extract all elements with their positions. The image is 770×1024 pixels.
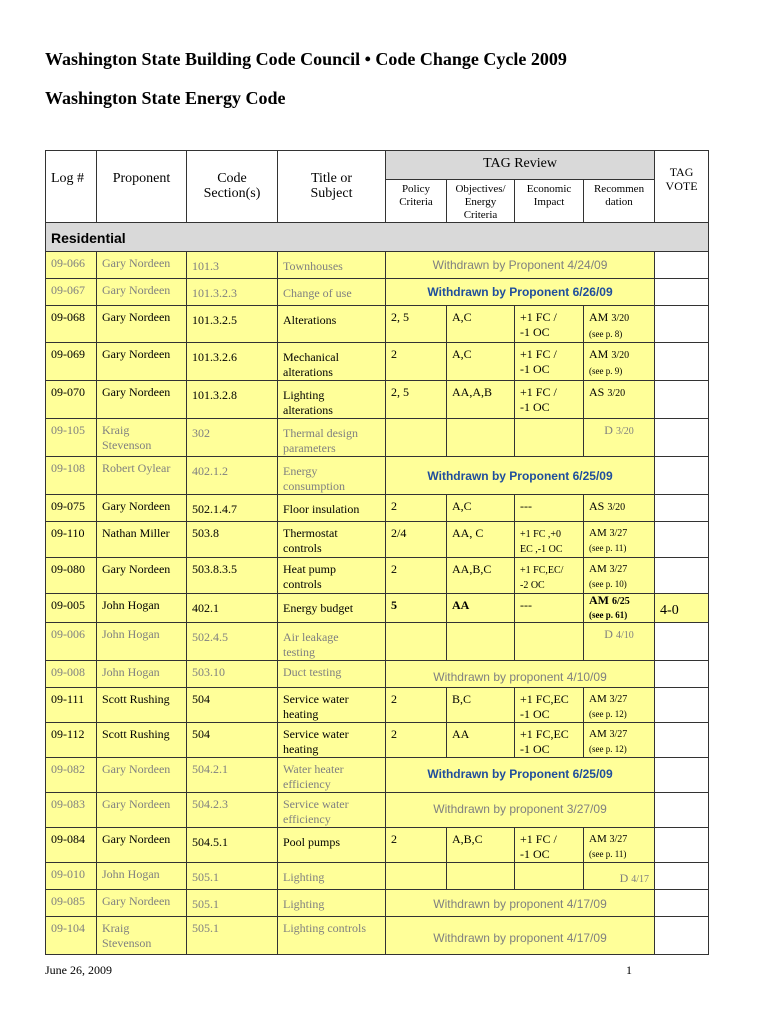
- proponent-cell: Gary Nordeen: [97, 890, 187, 917]
- vote-cell: [655, 890, 709, 917]
- policy-cell: 2: [386, 495, 447, 522]
- policy-cell: [386, 419, 447, 457]
- footer-date: June 26, 2009: [45, 963, 112, 977]
- vote-cell: [655, 661, 709, 688]
- withdrawn-note: Withdrawn by proponent 4/17/09: [386, 890, 655, 917]
- recommendation-cell: AM 6/25 (see p. 61): [584, 594, 655, 623]
- title-cell: Service water efficiency: [278, 793, 386, 828]
- proponent-cell: Gary Nordeen: [97, 793, 187, 828]
- table-row: [46, 793, 709, 828]
- code-cell: 505.1: [187, 917, 278, 955]
- economic-cell: +1 FC / -1 OC: [515, 306, 584, 343]
- log-cell: 09-108: [46, 457, 97, 495]
- recommendation-cell: AS 3/20: [584, 381, 655, 419]
- vote-cell: [655, 343, 709, 381]
- col-header-title-subject: Title or Subject: [278, 151, 386, 223]
- title-cell: Duct testing: [278, 661, 386, 688]
- col-header-recommendation: Recommen dation: [584, 180, 655, 223]
- code-cell: 101.3.2.5: [187, 306, 278, 343]
- code-cell: 503.8.3.5: [187, 558, 278, 594]
- log-cell: 09-067: [46, 279, 97, 306]
- table-row: [46, 279, 709, 306]
- table-row: [46, 917, 709, 955]
- title-cell: Energy budget: [278, 594, 386, 623]
- proponent-cell: Gary Nordeen: [97, 758, 187, 793]
- vote-cell: [655, 623, 709, 661]
- vote-cell: [655, 252, 709, 279]
- table-row: [46, 306, 709, 343]
- recommendation-cell: AM 3/27 (see p. 11): [584, 522, 655, 558]
- title-cell: Heat pump controls: [278, 558, 386, 594]
- policy-cell: 2: [386, 688, 447, 723]
- log-cell: 09-085: [46, 890, 97, 917]
- title-cell: Service water heating: [278, 723, 386, 758]
- vote-cell: [655, 419, 709, 457]
- vote-cell: [655, 381, 709, 419]
- objectives-cell: AA, C: [447, 522, 515, 558]
- proponent-cell: Gary Nordeen: [97, 558, 187, 594]
- log-cell: 09-105: [46, 419, 97, 457]
- withdrawn-note: Withdrawn by Proponent 4/24/09: [386, 252, 655, 279]
- vote-cell: [655, 522, 709, 558]
- policy-cell: 2: [386, 723, 447, 758]
- proponent-cell: Kraig Stevenson: [97, 419, 187, 457]
- table-row: [46, 623, 709, 661]
- code-cell: 101.3.2.8: [187, 381, 278, 419]
- vote-cell: [655, 793, 709, 828]
- recommendation-cell: AM 3/27 (see p. 11): [584, 828, 655, 863]
- vote-cell: [655, 306, 709, 343]
- table-row: [46, 343, 709, 381]
- table-row: [46, 522, 709, 558]
- proponent-cell: Gary Nordeen: [97, 495, 187, 522]
- log-cell: 09-082: [46, 758, 97, 793]
- proponent-cell: Scott Rushing: [97, 723, 187, 758]
- withdrawn-note: Withdrawn by Proponent 6/25/09: [386, 758, 655, 793]
- proponent-cell: Kraig Stevenson: [97, 917, 187, 955]
- vote-cell: [655, 917, 709, 955]
- title-cell: Floor insulation: [278, 495, 386, 522]
- economic-cell: +1 FC / -1 OC: [515, 828, 584, 863]
- objectives-cell: AA,A,B: [447, 381, 515, 419]
- table-row: [46, 558, 709, 594]
- vote-cell: [655, 279, 709, 306]
- col-header-objectives: Objectives/ Energy Criteria: [447, 180, 515, 223]
- recommendation-cell: D 4/10: [584, 623, 655, 661]
- code-cell: 504: [187, 688, 278, 723]
- proponent-cell: Scott Rushing: [97, 688, 187, 723]
- log-cell: 09-010: [46, 863, 97, 890]
- table-row: [46, 890, 709, 917]
- economic-cell: +1 FC,EC -1 OC: [515, 723, 584, 758]
- proponent-cell: John Hogan: [97, 661, 187, 688]
- code-cell: 504.5.1: [187, 828, 278, 863]
- proponent-cell: Gary Nordeen: [97, 828, 187, 863]
- title-cell: Air leakage testing: [278, 623, 386, 661]
- title-cell: Lighting: [278, 890, 386, 917]
- withdrawn-note: Withdrawn by proponent 4/10/09: [386, 661, 655, 688]
- table-row: [46, 863, 709, 890]
- recommendation-cell: AM 3/20 (see p. 8): [584, 306, 655, 343]
- code-cell: 101.3.2.3: [187, 279, 278, 306]
- title-cell: Change of use: [278, 279, 386, 306]
- header-row: [46, 151, 709, 180]
- proponent-cell: Gary Nordeen: [97, 343, 187, 381]
- policy-cell: 2, 5: [386, 381, 447, 419]
- table-row: [46, 758, 709, 793]
- col-header-code-sections: Code Section(s): [187, 151, 278, 223]
- economic-cell: +1 FC ,+0 EC ,-1 OC: [515, 522, 584, 558]
- objectives-cell: A,C: [447, 306, 515, 343]
- policy-cell: 2, 5: [386, 306, 447, 343]
- policy-cell: 2/4: [386, 522, 447, 558]
- objectives-cell: A,C: [447, 343, 515, 381]
- objectives-cell: AA: [447, 723, 515, 758]
- log-cell: 09-084: [46, 828, 97, 863]
- table-row: [46, 457, 709, 495]
- recommendation-cell: AM 3/27 (see p. 12): [584, 723, 655, 758]
- section-residential: Residential: [46, 223, 709, 252]
- withdrawn-note: Withdrawn by proponent 3/27/09: [386, 793, 655, 828]
- code-cell: 402.1.2: [187, 457, 278, 495]
- vote-cell: [655, 828, 709, 863]
- proponent-cell: Gary Nordeen: [97, 381, 187, 419]
- withdrawn-note: Withdrawn by Proponent 6/25/09: [386, 457, 655, 495]
- policy-cell: 5: [386, 594, 447, 623]
- proponent-cell: Gary Nordeen: [97, 306, 187, 343]
- vote-cell: [655, 495, 709, 522]
- objectives-cell: AA,B,C: [447, 558, 515, 594]
- vote-cell: [655, 758, 709, 793]
- recommendation-cell: AM 3/20 (see p. 9): [584, 343, 655, 381]
- table-row: [46, 723, 709, 758]
- code-cell: 101.3: [187, 252, 278, 279]
- recommendation-cell: AS 3/20: [584, 495, 655, 522]
- vote-cell: [655, 723, 709, 758]
- table-row: [46, 495, 709, 522]
- code-cell: 505.1: [187, 890, 278, 917]
- code-change-table: [45, 150, 709, 955]
- log-cell: 09-006: [46, 623, 97, 661]
- objectives-cell: A,C: [447, 495, 515, 522]
- economic-cell: ---: [515, 594, 584, 623]
- title-cell: Lighting: [278, 863, 386, 890]
- title-cell: Lighting controls: [278, 917, 386, 955]
- recommendation-cell: AM 3/27 (see p. 10): [584, 558, 655, 594]
- proponent-cell: Nathan Miller: [97, 522, 187, 558]
- col-header-policy: Policy Criteria: [386, 180, 447, 223]
- title-cell: Thermal design parameters: [278, 419, 386, 457]
- log-cell: 09-070: [46, 381, 97, 419]
- objectives-cell: [447, 623, 515, 661]
- policy-cell: 2: [386, 343, 447, 381]
- code-cell: 302: [187, 419, 278, 457]
- proponent-cell: John Hogan: [97, 594, 187, 623]
- table-row: [46, 419, 709, 457]
- title-cell: Mechanical alterations: [278, 343, 386, 381]
- recommendation-cell: D 3/20: [584, 419, 655, 457]
- code-cell: 402.1: [187, 594, 278, 623]
- economic-cell: +1 FC / -1 OC: [515, 381, 584, 419]
- code-cell: 504.2.3: [187, 793, 278, 828]
- log-cell: 09-008: [46, 661, 97, 688]
- title-cell: Energy consumption: [278, 457, 386, 495]
- title-cell: Water heater efficiency: [278, 758, 386, 793]
- policy-cell: [386, 863, 447, 890]
- col-header-economic: Economic Impact: [515, 180, 584, 223]
- code-cell: 502.4.5: [187, 623, 278, 661]
- proponent-cell: Gary Nordeen: [97, 252, 187, 279]
- code-cell: 504.2.1: [187, 758, 278, 793]
- log-cell: 09-069: [46, 343, 97, 381]
- vote-cell: [655, 863, 709, 890]
- title-cell: Alterations: [278, 306, 386, 343]
- document-subtitle: Washington State Energy Code: [45, 88, 286, 108]
- page-number: 1: [626, 963, 632, 977]
- log-cell: 09-083: [46, 793, 97, 828]
- tag-vote-cell: 4-0: [655, 594, 709, 623]
- policy-cell: 2: [386, 828, 447, 863]
- economic-cell: [515, 419, 584, 457]
- economic-cell: [515, 863, 584, 890]
- proponent-cell: Gary Nordeen: [97, 279, 187, 306]
- log-cell: 09-111: [46, 688, 97, 723]
- table-row: [46, 688, 709, 723]
- objectives-cell: AA: [447, 594, 515, 623]
- economic-cell: [515, 623, 584, 661]
- table-row: [46, 252, 709, 279]
- objectives-cell: [447, 419, 515, 457]
- recommendation-cell: D 4/17: [584, 863, 655, 890]
- col-header-proponent: Proponent: [97, 151, 187, 223]
- proponent-cell: John Hogan: [97, 623, 187, 661]
- table-row: [46, 594, 709, 623]
- proponent-cell: Robert Oylear: [97, 457, 187, 495]
- log-cell: 09-112: [46, 723, 97, 758]
- log-cell: 09-080: [46, 558, 97, 594]
- log-cell: 09-104: [46, 917, 97, 955]
- title-cell: Lighting alterations: [278, 381, 386, 419]
- economic-cell: +1 FC,EC/ -2 OC: [515, 558, 584, 594]
- table-row: [46, 661, 709, 688]
- title-cell: Pool pumps: [278, 828, 386, 863]
- col-header-log: Log #: [46, 151, 97, 223]
- economic-cell: +1 FC / -1 OC: [515, 343, 584, 381]
- vote-cell: [655, 688, 709, 723]
- log-cell: 09-075: [46, 495, 97, 522]
- economic-cell: +1 FC,EC -1 OC: [515, 688, 584, 723]
- objectives-cell: A,B,C: [447, 828, 515, 863]
- code-cell: 502.1.4.7: [187, 495, 278, 522]
- log-cell: 09-005: [46, 594, 97, 623]
- code-cell: 503.8: [187, 522, 278, 558]
- code-cell: 101.3.2.6: [187, 343, 278, 381]
- objectives-cell: [447, 863, 515, 890]
- log-cell: 09-066: [46, 252, 97, 279]
- policy-cell: [386, 623, 447, 661]
- withdrawn-note: Withdrawn by proponent 4/17/09: [386, 917, 655, 955]
- code-cell: 503.10: [187, 661, 278, 688]
- vote-cell: [655, 457, 709, 495]
- log-cell: 09-068: [46, 306, 97, 343]
- section-row: [46, 223, 709, 252]
- table-row: [46, 381, 709, 419]
- recommendation-cell: AM 3/27 (see p. 12): [584, 688, 655, 723]
- objectives-cell: B,C: [447, 688, 515, 723]
- log-cell: 09-110: [46, 522, 97, 558]
- table-row: [46, 828, 709, 863]
- proponent-cell: John Hogan: [97, 863, 187, 890]
- title-cell: Thermostat controls: [278, 522, 386, 558]
- code-cell: 505.1: [187, 863, 278, 890]
- economic-cell: ---: [515, 495, 584, 522]
- title-cell: Townhouses: [278, 252, 386, 279]
- document-title: Washington State Building Code Council • Code Change Cycle 2009: [45, 49, 567, 69]
- policy-cell: 2: [386, 558, 447, 594]
- code-cell: 504: [187, 723, 278, 758]
- title-cell: Service water heating: [278, 688, 386, 723]
- col-header-tag-review: TAG Review: [386, 151, 655, 180]
- withdrawn-note: Withdrawn by Proponent 6/26/09: [386, 279, 655, 306]
- col-header-tag-vote: TAG VOTE: [655, 151, 709, 223]
- vote-cell: [655, 558, 709, 594]
